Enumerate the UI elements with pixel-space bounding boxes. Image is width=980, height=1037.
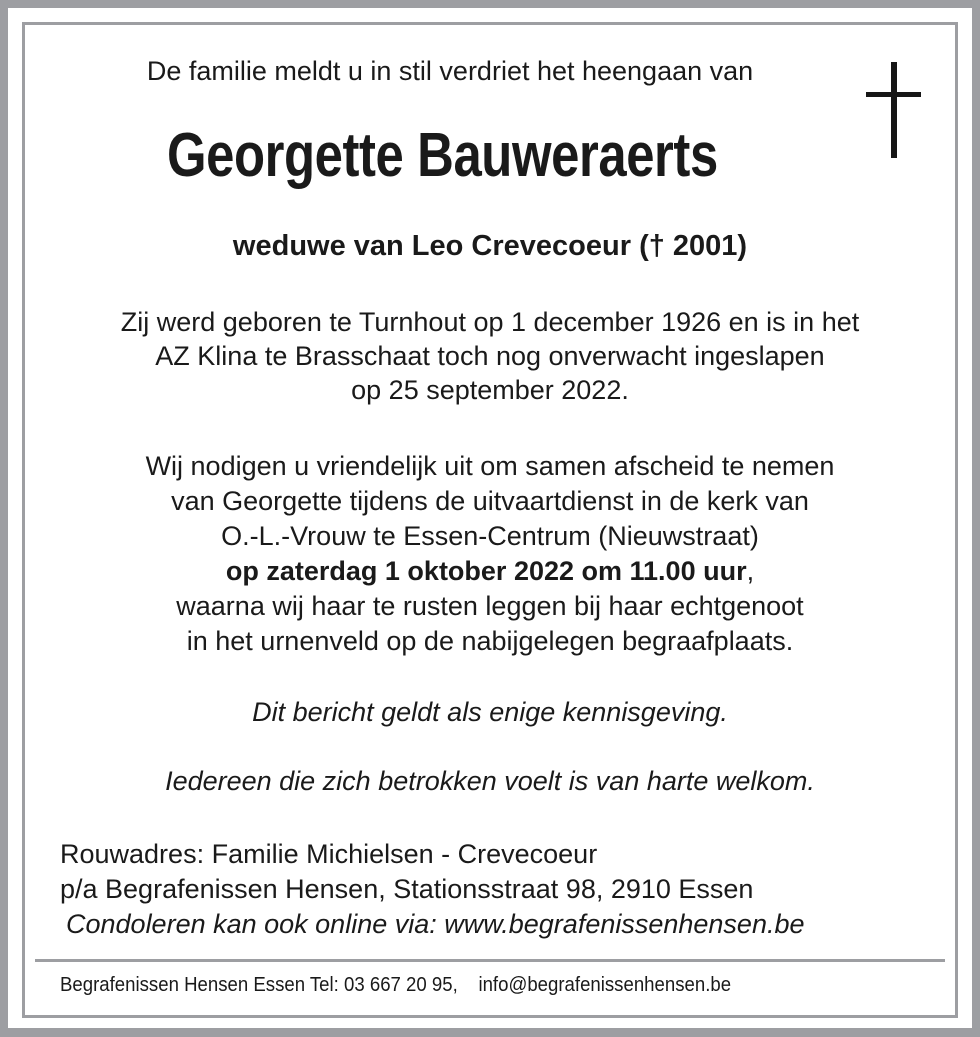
condolence-text: Condoleren kan ook online via: www.begrafenissenhensen.be [66,909,805,939]
burial-line-2: in het urnenveld op de nabijgelegen begraafplaats. [186,626,794,656]
birth-line-1: Zij werd geboren te Turnhout op 1 december 1926 en is in het [120,307,860,337]
footer-email[interactable]: info@begrafenissenhensen.be [478,974,732,996]
footer-divider [35,959,945,962]
deceased-name: Georgette Bauweraerts [166,121,718,190]
invite-line-3: O.-L.-Vrouw te Essen-Centrum (Nieuwstraat) [221,521,759,551]
service-date-line [0,556,980,587]
burial-line-1: waarna wij haar te rusten leggen bij haar echtgenoot [176,591,804,621]
address-line-1: Rouwadres: Familie Michielsen - Crevecoeur [60,839,598,869]
service-date: op zaterdag 1 oktober 2022 om 11.00 uur [225,556,747,586]
footer [60,974,971,997]
intro-text: De familie meldt u in stil verdriet het heengaan van [146,56,754,86]
subtitle: weduwe van Leo Crevecoeur († 2001) [232,230,748,262]
footer-company: Begrafenissen Hensen Essen Tel: 03 667 20 95, [60,974,458,996]
invite-line-2: van Georgette tijdens de uitvaartdienst in de kerk van [171,486,809,516]
notice-text: Dit bericht geldt als enige kennisgeving. [252,697,728,727]
service-date-suffix: , [746,556,755,586]
invite-line-1: Wij nodigen u vriendelijk uit om samen afscheid te nemen [145,451,835,481]
birth-line-2: AZ Klina te Brasschaat toch nog onverwacht ingeslapen [155,341,825,371]
welcome-text: Iedereen die zich betrokken voelt is van harte welkom. [165,766,815,796]
cross-horizontal [866,92,921,97]
birth-line-3: op 25 september 2022. [351,375,629,405]
address-line-2: p/a Begrafenissen Hensen, Stationsstraat 98, 2910 Essen [60,874,754,904]
